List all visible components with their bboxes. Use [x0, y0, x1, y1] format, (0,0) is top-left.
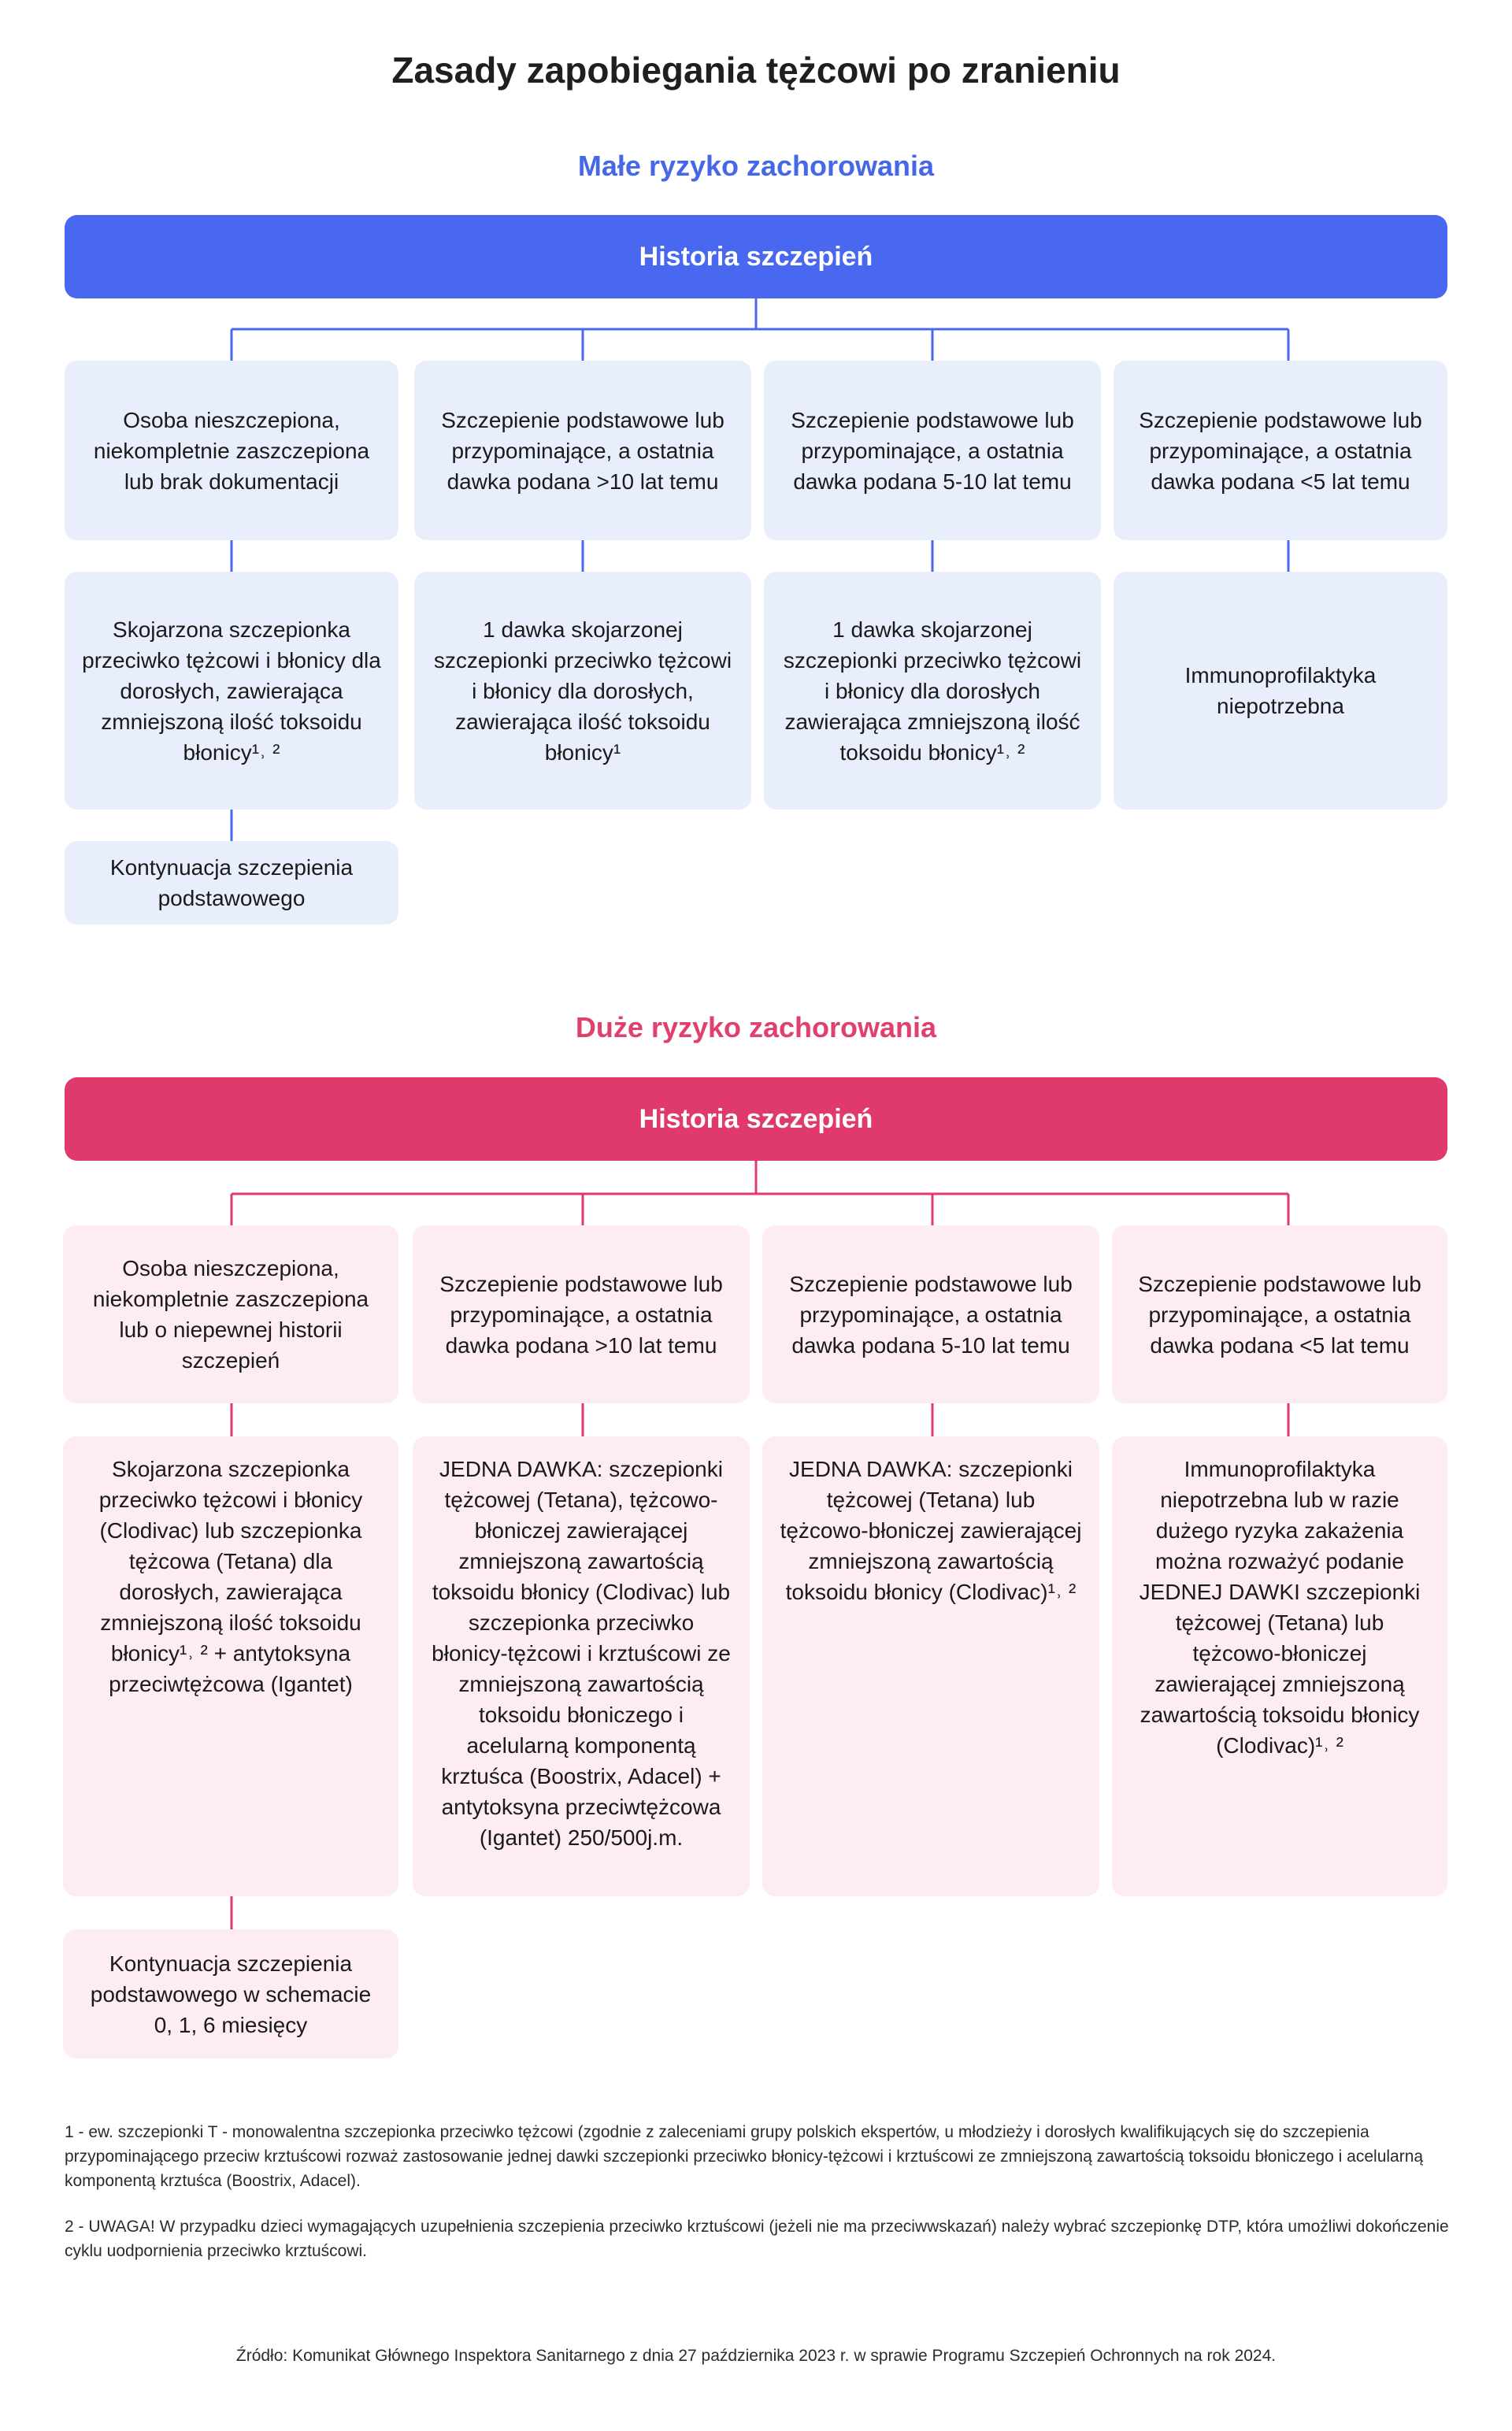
low-history-box-2: Szczepienie podstawowe lub przypominające, a ostatnia dawka podana >10 lat temu [414, 361, 751, 540]
footnote-2: 2 - UWAGA! W przypadku dzieci wymagających uzupełnienia szczepienia przeciwko krztuścowi (jeżeli nie ma przeciwwskazań) należy wybrać szczepionkę DTP, która umożliwi dokończenie cyklu uodpornienia przeciwko krztuścowi. [65, 2218, 1449, 2260]
high-risk-history-banner: Historia szczepień [65, 1077, 1447, 1161]
source-note: Źródło: Komunikat Głównego Inspektora Sanitarnego z dnia 27 października 2023 r. w sprawie Programu Szczepień Ochronnych na rok 2024. [235, 2347, 1277, 2365]
high-history-box-2: Szczepienie podstawowe lub przypominające, a ostatnia dawka podana >10 lat temu [413, 1225, 750, 1403]
high-history-box-4: Szczepienie podstawowe lub przypominające, a ostatnia dawka podana <5 lat temu [1112, 1225, 1447, 1403]
low-history-box-1: Osoba nieszczepiona, niekompletnie zaszczepiona lub brak dokumentacji [65, 361, 398, 540]
high-action-box-4: Immunoprofilaktyka niepotrzebna lub w razie dużego ryzyka zakażenia można rozważyć podanie JEDNEJ DAWKI szczepionki tężcowej (Tetana) lub tężcowo-błoniczej zawierającej zmniejszoną zawartością toksoidu błonicy (Clodivac)¹˒ ² [1112, 1436, 1447, 1896]
high-action-box-3: JEDNA DAWKA: szczepionki tężcowej (Tetana) lub tężcowo-błoniczej zawierającej zmniejszoną zawartością toksoidu błonicy (Clodivac)¹˒ ² [762, 1436, 1099, 1896]
low-followup-box: Kontynuacja szczepienia podstawowego [65, 841, 398, 925]
high-history-box-3: Szczepienie podstawowe lub przypominające, a ostatnia dawka podana 5-10 lat temu [762, 1225, 1099, 1403]
high-action-box-2: JEDNA DAWKA: szczepionki tężcowej (Tetana), tężcowo-błoniczej zawierającej zmniejszoną zawartością toksoidu błonicy (Clodivac) lub szczepionka przeciwko błonicy-tężcowi i krztuścowi ze zmniejszoną zawartością toksoidu błoniczego i acelularną komponentą krztuśca (Boostrix, Adacel) + antytoksyna przeciwtężcowa (Igantet) 250/500j.m. [413, 1436, 750, 1896]
footnote-1: 1 - ew. szczepionki T - monowalentna szczepionka przeciwko tężcowi (zgodnie z zaleceniami grupy polskich ekspertów, u młodzieży i dorosłych kwalifikujących się do szczepienia przypominającego przeciw krztuścowi rozważ zastosowanie jednej dawki szczepionki przeciwko błonicy-tężcowi i krztuścowi ze zmniejszoną zawartością toksoidu błoniczego i acelularną komponentą krztuśca (Boostrix, Adacel). [65, 2123, 1424, 2190]
low-risk-heading: Małe ryzyko zachorowania [577, 150, 935, 182]
high-risk-heading: Duże ryzyko zachorowania [575, 1011, 937, 1043]
low-action-box-3: 1 dawka skojarzonej szczepionki przeciwko tężcowi i błonicy dla dorosłych zawierająca zmniejszoną ilość toksoidu błonicy¹˒ ² [764, 572, 1101, 810]
high-action-box-1: Skojarzona szczepionka przeciwko tężcowi i błonicy (Clodivac) lub szczepionka tężcowa (Tetana) dla dorosłych, zawierająca zmniejszoną ilość toksoidu błonicy¹˒ ² + antytoksyna przeciwtężcowa (Igantet) [63, 1436, 398, 1896]
high-history-box-1: Osoba nieszczepiona, niekompletnie zaszczepiona lub o niepewnej historii szczepień [63, 1225, 398, 1403]
low-history-box-4: Szczepienie podstawowe lub przypominające, a ostatnia dawka podana <5 lat temu [1114, 361, 1447, 540]
low-action-box-4: Immunoprofilaktyka niepotrzebna [1114, 572, 1447, 810]
low-risk-history-banner: Historia szczepień [65, 215, 1447, 298]
low-history-box-3: Szczepienie podstawowe lub przypominające, a ostatnia dawka podana 5-10 lat temu [764, 361, 1101, 540]
page-title: Zasady zapobiegania tężcowi po zranieniu [391, 50, 1121, 91]
high-followup-box: Kontynuacja szczepienia podstawowego w schemacie 0, 1, 6 miesięcy [63, 1929, 398, 2059]
low-action-box-2: 1 dawka skojarzonej szczepionki przeciwko tężcowi i błonicy dla dorosłych, zawierająca ilość toksoidu błonicy¹ [414, 572, 751, 810]
low-action-box-1: Skojarzona szczepionka przeciwko tężcowi i błonicy dla dorosłych, zawierająca zmniejszoną ilość toksoidu błonicy¹˒ ² [65, 572, 398, 810]
